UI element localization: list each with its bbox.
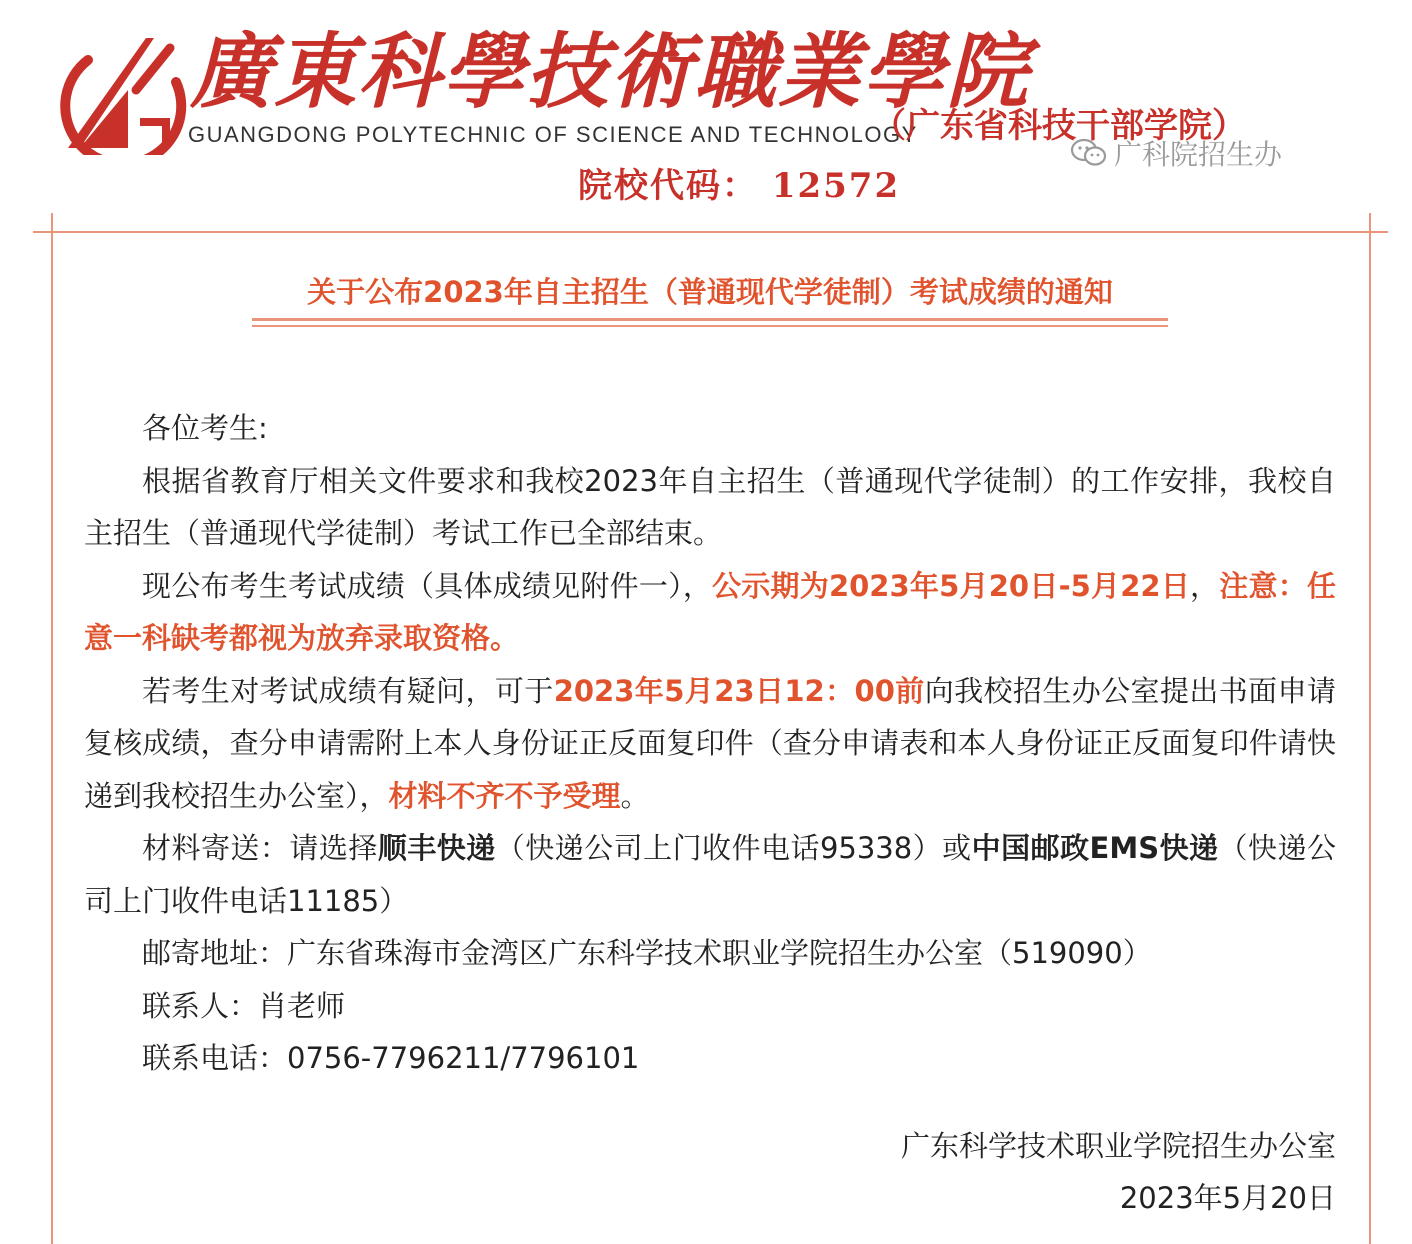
school-logo	[58, 30, 188, 155]
signature-date: 2023年5月20日	[1119, 1181, 1336, 1215]
results-text: 现公布考生考试成绩（具体成绩见附件一），	[142, 568, 713, 603]
review-text-body: 向我校招生办公室提出书面申请复核成绩，查分申请需附上本人身份证正反面复印件（查分申请表和本人身份证正反面复印件请快递到我校招生办公室），	[84, 673, 1336, 813]
review-text-start: 若考生对考试成绩有疑问，可于	[142, 673, 554, 708]
paragraph-background: 根据省教育厅相关文件要求和我校2023年自主招生（普通现代学徒制）的工作安排，我校自主招生（普通现代学徒制）考试工作已全部结束。	[84, 463, 1336, 550]
review-text-end: 。	[620, 778, 650, 813]
school-name-cn: 廣東科學技術職業學院	[190, 24, 1030, 120]
frame-left-line	[51, 213, 53, 1244]
watermark	[1070, 133, 1282, 173]
paragraph-review	[84, 665, 1336, 823]
title-underline	[252, 318, 1168, 321]
contact-phone: 联系电话：0756-7796211/7796101	[142, 1041, 640, 1075]
publicity-period: 公示期为2023年5月20日-5月22日	[712, 568, 1191, 603]
wechat-icon	[1070, 138, 1108, 168]
school-alias: （广东省科技干部学院）	[872, 106, 1246, 146]
notice-title: 关于公布2023年自主招生（普通现代学徒制）考试成绩的通知	[307, 275, 1113, 309]
school-header	[0, 0, 1412, 215]
paragraph-results	[84, 560, 1336, 665]
school-code: 院校代码： 12572	[578, 166, 901, 206]
sf-phone: （快递公司上门收件电话95338）或	[495, 831, 972, 865]
frame-top-line	[33, 231, 1388, 233]
incomplete-materials-warning: 材料不齐不予受理	[388, 778, 621, 813]
shipping-text-start: 材料寄送：请选择	[142, 831, 378, 865]
frame-right-line	[1369, 213, 1371, 1244]
review-deadline: 2023年5月23日12：00前	[553, 673, 925, 708]
title-underline-secondary	[252, 325, 1168, 327]
contact-person: 联系人：肖老师	[142, 988, 346, 1023]
mailing-address: 邮寄地址：广东省珠海市金湾区广东科学技术职业学院招生办公室（519090）	[142, 936, 1152, 970]
notice-body	[84, 402, 1336, 1085]
courier-sf: 顺丰快递	[377, 831, 496, 865]
signature-org: 广东科学技术职业学院招生办公室	[900, 1129, 1336, 1163]
school-name-en: GUANGDONG POLYTECHNIC OF SCIENCE AND TECHNOLOGY	[188, 122, 918, 147]
courier-ems: 中国邮政EMS快递	[971, 831, 1219, 865]
watermark-text: 广科院招生办	[1114, 138, 1283, 171]
greeting: 各位考生:	[142, 411, 268, 445]
ems-phone: （快递公司上门收件电话11185）	[84, 831, 1336, 918]
results-sep: ，	[1190, 568, 1220, 603]
paragraph-shipping	[84, 822, 1336, 927]
absence-warning: 注意：任意一科缺考都视为放弃录取资格。	[84, 568, 1336, 655]
